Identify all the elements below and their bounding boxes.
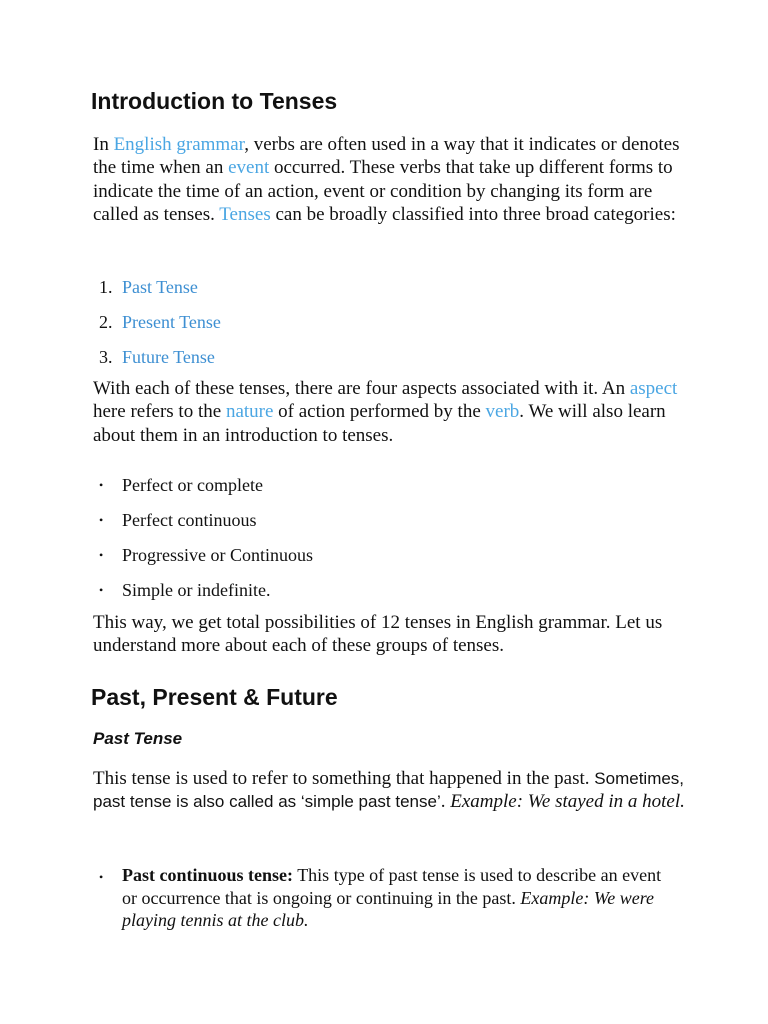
- list-number: 2.: [99, 312, 113, 332]
- verb-link[interactable]: verb: [485, 401, 520, 423]
- past-tense-paragraph: [93, 767, 693, 814]
- bullet-icon: •: [99, 583, 104, 597]
- future-tense-link[interactable]: Future Tense: [122, 347, 215, 367]
- subsection-title: Past Tense: [93, 729, 183, 748]
- list-item: [99, 579, 313, 614]
- bullet-icon: •: [99, 548, 104, 562]
- english-grammar-link[interactable]: English grammar: [113, 134, 245, 155]
- nature-link[interactable]: nature: [225, 401, 274, 423]
- page-title: Introduction to Tenses: [91, 88, 338, 114]
- list-item: [99, 474, 313, 509]
- tenses-link[interactable]: Tenses: [219, 203, 271, 225]
- intro-text-4: can be broadly classified into three broad categories:: [270, 203, 676, 225]
- list-item: [99, 864, 679, 932]
- list-item: [99, 544, 313, 579]
- aspect-label: Simple or indefinite.: [122, 580, 271, 600]
- tense-category-list: [99, 276, 221, 381]
- list-number: 1.: [99, 277, 113, 297]
- intro-text-2: , verbs are often used in a way that it indicates or denotes the time when an: [93, 134, 680, 179]
- past-continuous-term: Past continuous tense:: [122, 865, 294, 885]
- summary-paragraph: This way, we get total possibilities of 12 tenses in English grammar. Let us understand more about each of these groups of tenses.: [93, 612, 663, 657]
- aspect-label: Perfect or complete: [122, 475, 263, 495]
- aspect-label: Progressive or Continuous: [122, 545, 313, 565]
- bullet-icon: •: [99, 478, 104, 492]
- past-tense-link[interactable]: Past Tense: [122, 277, 198, 297]
- bullet-icon: •: [99, 870, 104, 884]
- aspects-text-1: With each of these tenses, there are four aspects associated with it. An: [93, 378, 630, 399]
- past-text-3: .: [440, 791, 451, 813]
- intro-text-1: In: [93, 134, 114, 155]
- aspects-text-2: here refers to the: [93, 401, 226, 423]
- past-example: Example: We stayed in a hotel.: [450, 791, 685, 813]
- bullet-icon: •: [99, 513, 104, 527]
- aspects-list: [99, 474, 313, 614]
- aspects-text-3: of action performed by the: [273, 401, 486, 423]
- intro-text-3: occurred. These verbs that take up different forms to indicate the time of an action, event or condition by changing its form are called as tenses.: [93, 157, 673, 225]
- aspects-text-4: . We will also learn about them in an introduction to tenses.: [93, 401, 666, 446]
- aspect-link[interactable]: aspect: [629, 378, 678, 399]
- list-number: 3.: [99, 347, 113, 367]
- past-text-2: Sometimes, past tense is also called as ‘simple past tense’: [93, 769, 685, 812]
- past-continuous-text: [122, 864, 679, 932]
- list-item: [99, 346, 221, 381]
- intro-paragraph: [93, 133, 693, 226]
- section-title: Past, Present & Future: [91, 684, 338, 710]
- past-text-1: This tense is used to refer to something that happened in the past.: [93, 768, 595, 789]
- present-tense-link[interactable]: Present Tense: [122, 312, 221, 332]
- list-item: [99, 276, 221, 311]
- list-item: [99, 509, 313, 544]
- aspect-label: Perfect continuous: [122, 510, 257, 530]
- list-item: [99, 311, 221, 346]
- event-link[interactable]: event: [228, 157, 270, 179]
- past-continuous-example: Example: We were playing tennis at the club.: [122, 887, 655, 930]
- aspects-paragraph: [93, 377, 693, 447]
- past-continuous-desc: This type of past tense is used to describe an event or occurrence that is ongoing or continuing in the past.: [122, 865, 662, 908]
